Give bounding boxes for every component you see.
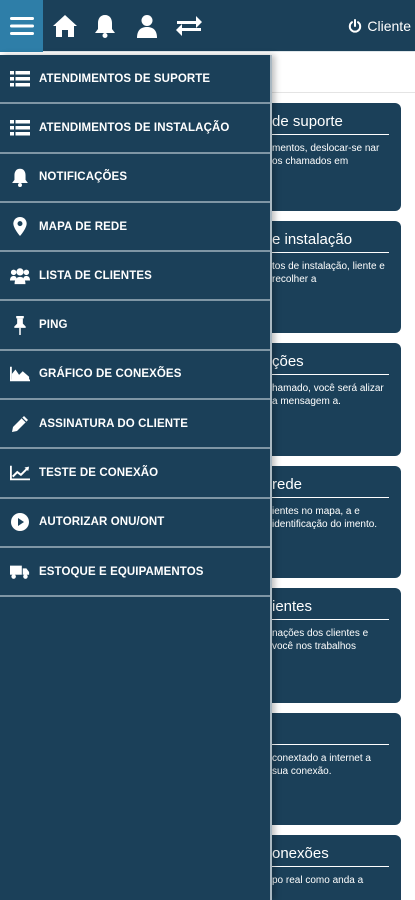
card-description: mentos, deslocar-se nar os chamados em <box>272 143 380 167</box>
power-icon <box>348 19 362 33</box>
truck-icon <box>10 562 30 582</box>
card-description: po real como anda a <box>272 875 364 886</box>
client-label: Cliente <box>367 18 411 34</box>
pin-icon <box>10 315 30 335</box>
card-title: onexões <box>272 845 389 867</box>
nav-label: GRÁFICO DE CONEXÕES <box>39 368 182 381</box>
nav-label: TESTE DE CONEXÃO <box>39 467 159 480</box>
nav-item-installation[interactable] <box>0 104 270 153</box>
nav-label: LISTA DE CLIENTES <box>39 269 152 282</box>
nav-item-network-map[interactable] <box>0 203 270 252</box>
card-description: tos de instalação, liente e recolher a <box>272 261 385 285</box>
line-chart-icon <box>10 463 30 483</box>
nav-label: ATENDIMENTOS DE INSTALAÇÃO <box>39 121 230 134</box>
card-description: hamado, você será alizar a mensagem a. <box>272 383 384 407</box>
card-title: ções <box>272 353 389 375</box>
card-title <box>272 723 389 745</box>
transfer-button[interactable] <box>174 11 204 41</box>
nav-item-connection-test[interactable] <box>0 449 270 498</box>
home-button[interactable] <box>50 11 80 41</box>
side-drawer <box>0 55 272 900</box>
top-bar <box>0 0 415 52</box>
bell-icon <box>94 14 116 38</box>
exchange-icon <box>175 15 203 37</box>
map-marker-icon <box>10 217 30 237</box>
nav-label: ATENDIMENTOS DE SUPORTE <box>39 72 211 85</box>
user-icon <box>136 14 158 38</box>
card-title: rede <box>272 476 389 498</box>
nav-label: ASSINATURA DO CLIENTE <box>39 417 189 430</box>
list-icon <box>10 69 30 89</box>
nav-item-notifications[interactable] <box>0 154 270 203</box>
card-description: conextado a internet a sua conexão. <box>272 753 371 777</box>
area-chart-icon <box>10 364 30 384</box>
nav-label: NOTIFICAÇÕES <box>39 171 128 184</box>
pencil-icon <box>10 414 30 434</box>
nav-item-stock-equipment[interactable] <box>0 548 270 597</box>
card-description: nações dos clientes e você nos trabalhos <box>272 628 369 652</box>
nav-label: AUTORIZAR ONU/ONT <box>39 516 165 529</box>
nav-label: MAPA DE REDE <box>39 220 128 233</box>
notifications-button[interactable] <box>90 11 120 41</box>
list-icon <box>10 118 30 138</box>
home-icon <box>52 14 78 38</box>
nav-item-support[interactable] <box>0 55 270 104</box>
card-title: ientes <box>272 598 389 620</box>
menu-button[interactable] <box>0 0 43 52</box>
nav-item-connection-graph[interactable] <box>0 351 270 400</box>
profile-button[interactable] <box>132 11 162 41</box>
nav-item-client-list[interactable] <box>0 252 270 301</box>
nav-label: ESTOQUE E EQUIPAMENTOS <box>39 565 204 578</box>
users-icon <box>10 266 30 286</box>
nav-label: PING <box>39 319 68 332</box>
play-circle-icon <box>10 512 30 532</box>
nav-item-ping[interactable] <box>0 301 270 350</box>
client-button[interactable] <box>348 14 411 38</box>
card-description: ientes no mapa, a e identificação do imento. <box>272 506 378 530</box>
card-title: e instalação <box>272 231 389 253</box>
card-title: de suporte <box>272 113 389 135</box>
hamburger-icon <box>10 16 34 36</box>
nav-item-authorize-onu[interactable] <box>0 499 270 548</box>
nav-item-client-signature[interactable] <box>0 400 270 449</box>
bell-icon <box>10 167 30 187</box>
